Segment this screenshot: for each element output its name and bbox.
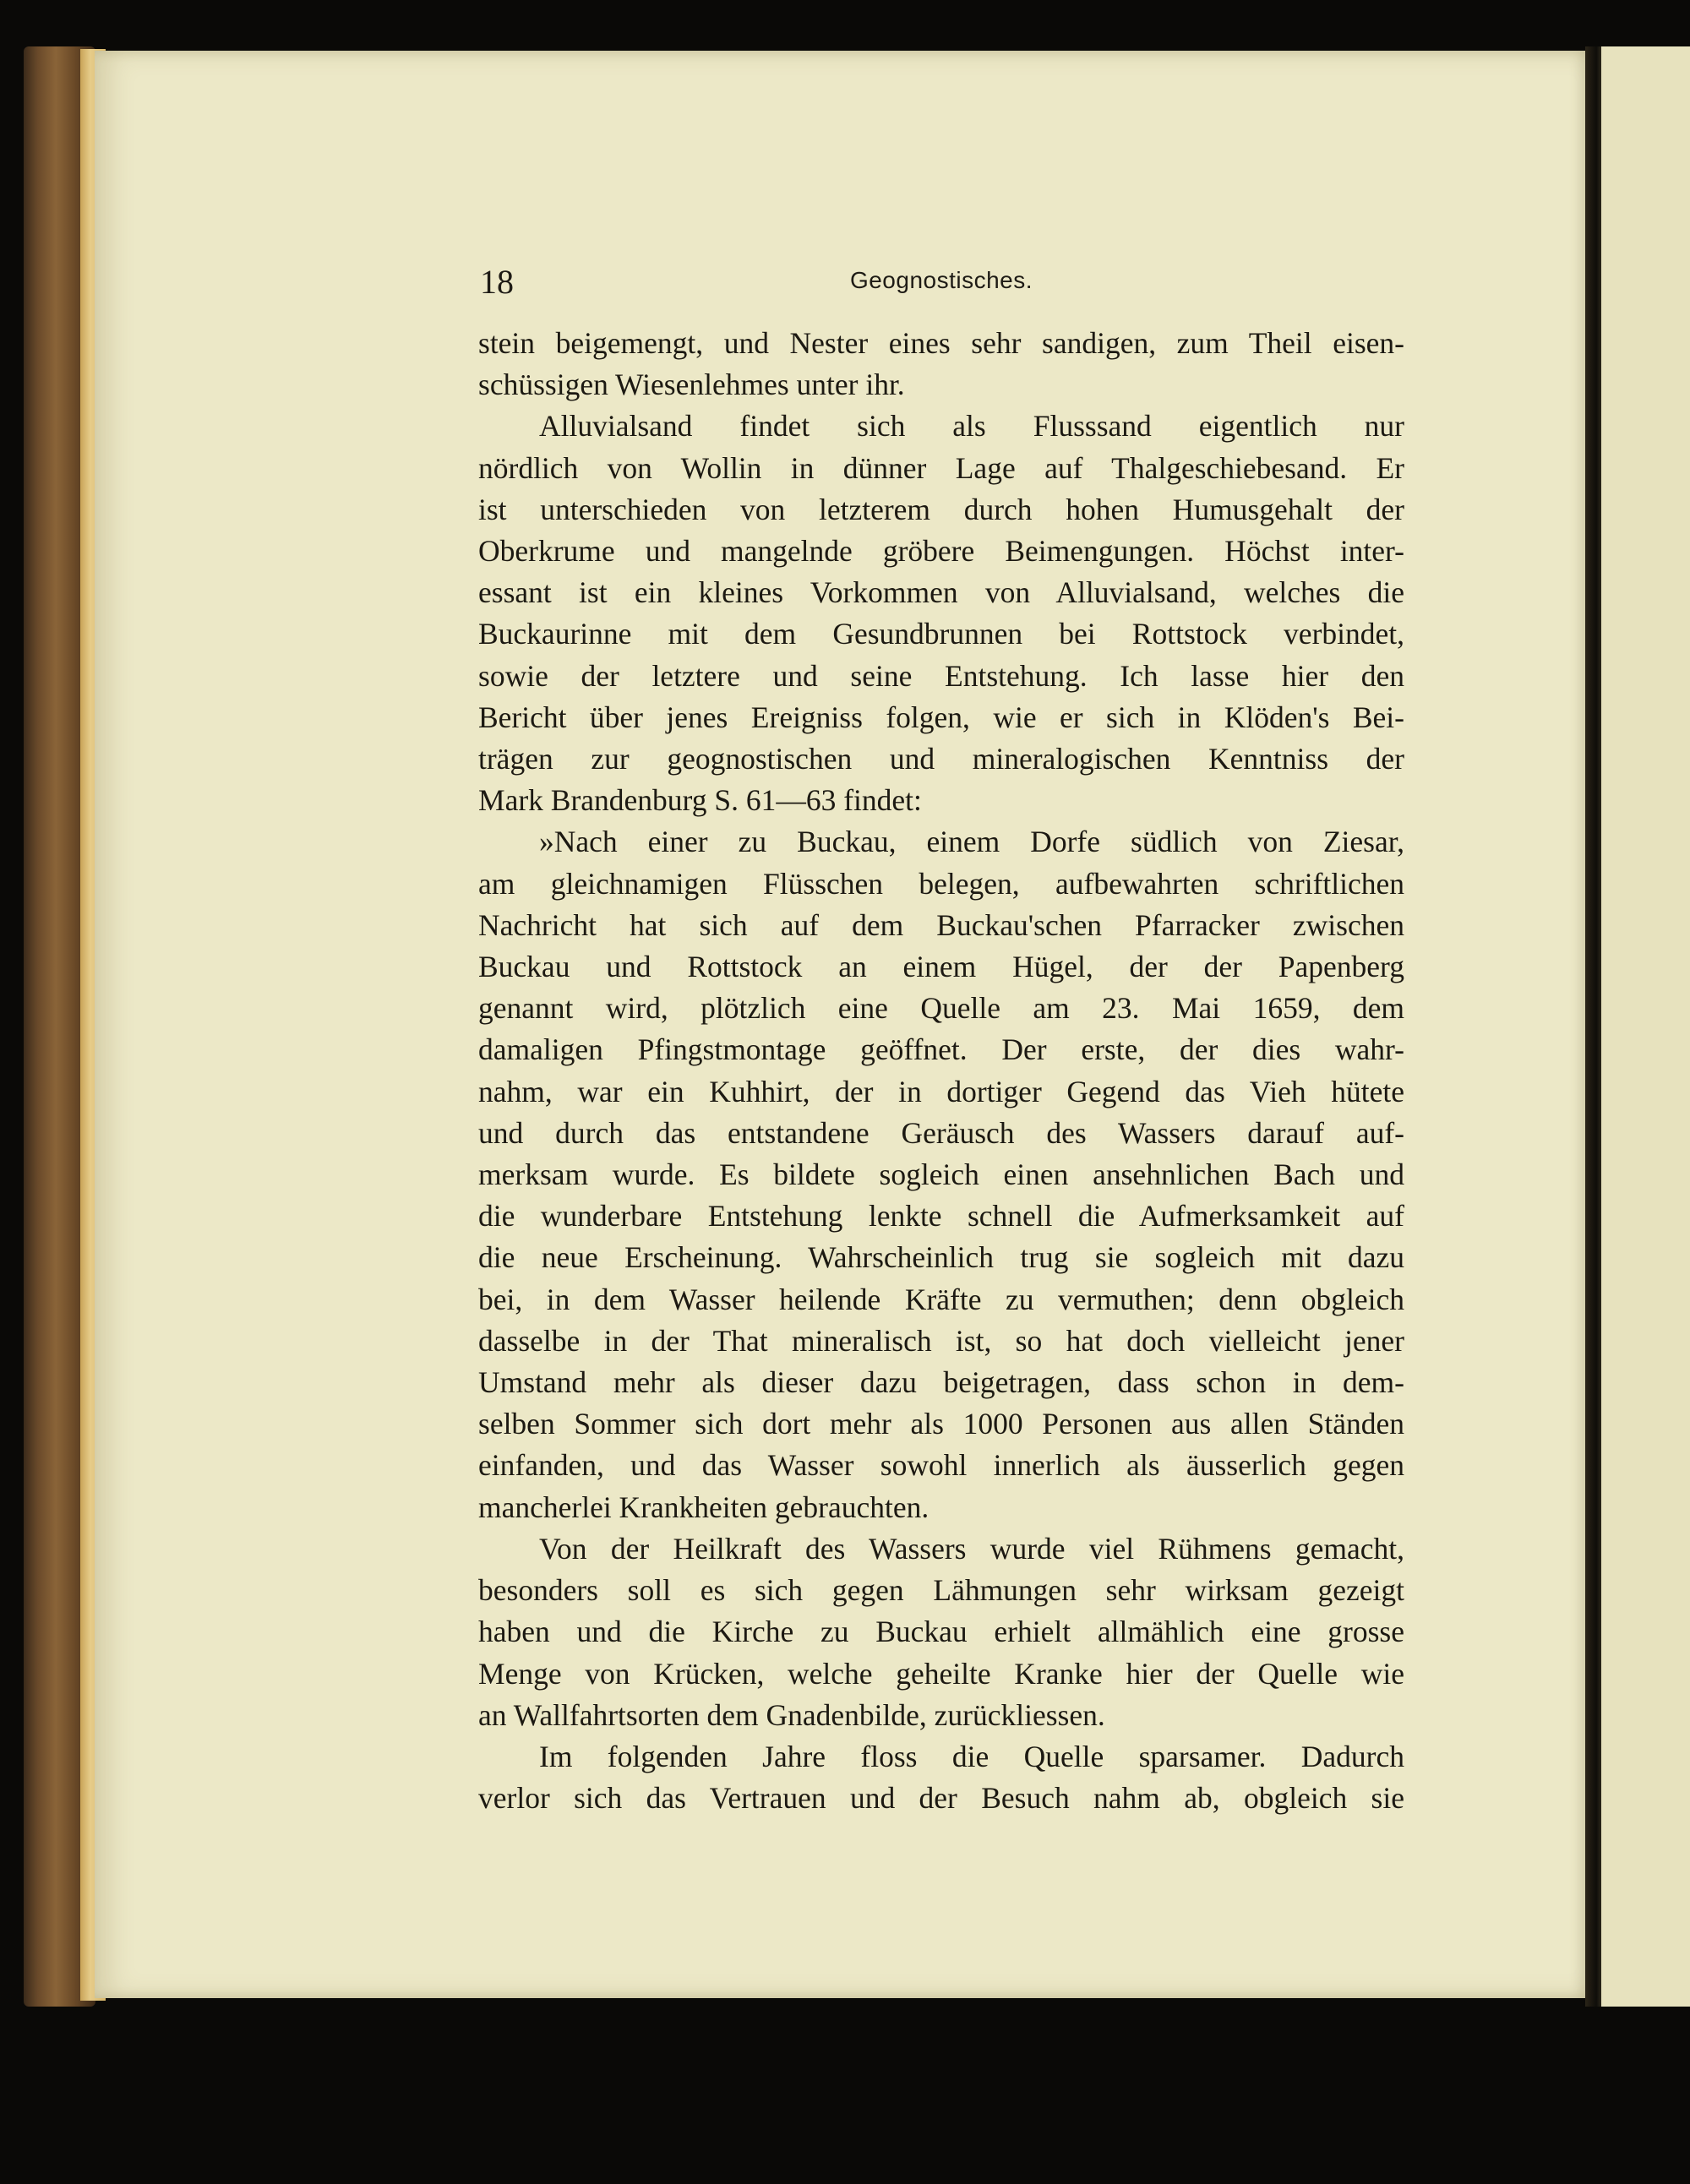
- text-line: Von der Heilkraft des Wassers wurde viel Rühmens gemacht,: [539, 1531, 1404, 1566]
- text-line: schüssigen Wiesenlehmes unter ihr.: [478, 368, 905, 402]
- text-line: einfanden, und das Wasser sowohl innerlich als äusserlich gegen: [478, 1448, 1404, 1483]
- text-line: Bericht über jenes Ereigniss folgen, wie er sich in Klöden's Bei-: [478, 700, 1404, 734]
- text-line: Im folgenden Jahre floss die Quelle sparsamer. Dadurch: [539, 1739, 1404, 1773]
- text-line: verlor sich das Vertrauen und der Besuch nahm ab, obgleich sie: [478, 1781, 1404, 1816]
- text-line: stein beigemengt, und Nester eines sehr sandigen, zum Theil eisen-: [478, 326, 1404, 360]
- text-line: Oberkrume und mangelnde gröbere Beimengungen. Höchst inter-: [478, 534, 1404, 569]
- text-line: sowie der letztere und seine Entstehung. Ich lasse hier den: [478, 658, 1404, 693]
- text-line: damaligen Pfingstmontage geöffnet. Der erste, der dies wahr-: [478, 1032, 1404, 1067]
- text-line: nahm, war ein Kuhhirt, der in dortiger Gegend das Vieh hütete: [478, 1074, 1404, 1108]
- text-line: bei, in dem Wasser heilende Kräfte zu vermuthen; denn obgleich: [478, 1282, 1404, 1316]
- body-text: [478, 323, 1404, 1819]
- next-page-edge: [1601, 46, 1690, 2007]
- text-line: die wunderbare Entstehung lenkte schnell die Aufmerksamkeit auf: [478, 1199, 1404, 1234]
- text-line: besonders soll es sich gegen Lähmungen sehr wirksam gezeigt: [478, 1573, 1404, 1608]
- text-line: Menge von Krücken, welche geheilte Kranke hier der Quelle wie: [478, 1656, 1404, 1691]
- text-line: Mark Brandenburg S. 61—63 findet:: [478, 783, 922, 818]
- text-line: an Wallfahrtsorten dem Gnadenbilde, zurückliessen.: [478, 1697, 1105, 1732]
- running-title: Geognostisches.: [849, 267, 1033, 293]
- text-line: nördlich von Wollin in dünner Lage auf Thalgeschiebesand. Er: [478, 450, 1404, 485]
- page-header: [480, 262, 1403, 304]
- text-line: merksam wurde. Es bildete sogleich einen ansehnlichen Bach und: [478, 1157, 1404, 1192]
- text-line: selben Sommer sich dort mehr als 1000 Personen aus allen Ständen: [478, 1407, 1404, 1441]
- text-line: dasselbe in der That mineralisch ist, so hat doch vielleicht jener: [478, 1323, 1404, 1358]
- text-line: mancherlei Krankheiten gebrauchten.: [478, 1490, 930, 1524]
- text-line: Alluvialsand findet sich als Flusssand eigentlich nur: [539, 409, 1404, 444]
- text-line: haben und die Kirche zu Buckau erhielt allmählich eine grosse: [478, 1615, 1404, 1649]
- text-line: essant ist ein kleines Vorkommen von Alluvialsand, welches die: [478, 575, 1404, 610]
- text-line: ist unterschieden von letzterem durch hohen Humusgehalt der: [478, 492, 1404, 526]
- text-line: Buckaurinne mit dem Gesundbrunnen bei Rottstock verbindet,: [478, 617, 1404, 651]
- text-line: und durch das entstandene Geräusch des Wassers darauf auf-: [478, 1115, 1404, 1150]
- text-line: Umstand mehr als dieser dazu beigetragen, dass schon in dem-: [478, 1365, 1404, 1400]
- text-line: trägen zur geognostischen und mineralogischen Kenntniss der: [478, 742, 1404, 776]
- text-line: am gleichnamigen Flüsschen belegen, aufbewahrten schriftlichen: [478, 866, 1404, 901]
- text-line: Buckau und Rottstock an einem Hügel, der der Papenberg: [478, 950, 1404, 984]
- text-line: die neue Erscheinung. Wahrscheinlich trug sie sogleich mit dazu: [478, 1240, 1404, 1275]
- text-line: genannt wird, plötzlich eine Quelle am 23. Mai 1659, dem: [478, 991, 1404, 1026]
- page-number: 18: [480, 263, 514, 301]
- text-line: Nachricht hat sich auf dem Buckau'schen Pfarracker zwischen: [478, 907, 1404, 942]
- text-line: »Nach einer zu Buckau, einem Dorfe südlich von Ziesar,: [539, 825, 1404, 859]
